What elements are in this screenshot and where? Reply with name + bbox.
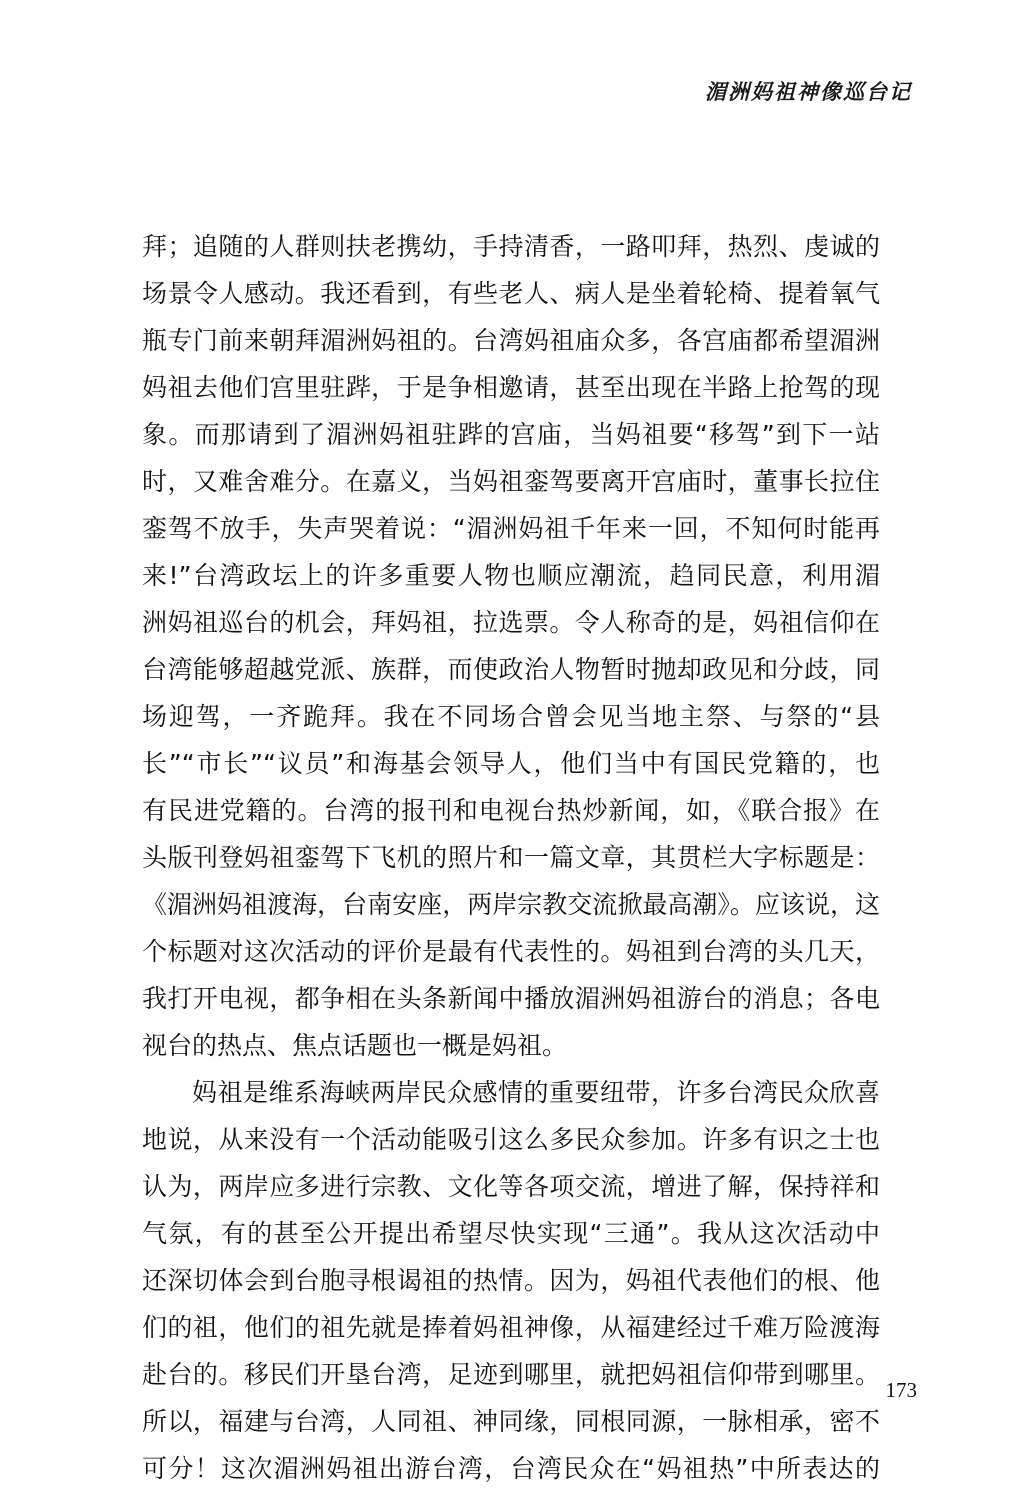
text-line: 场迎驾，一齐跪拜。我在不同场合曾会见当地主祭、与祭的“县 bbox=[142, 702, 880, 731]
text-line: 认为，两岸应多进行宗教、文化等各项交流，增进了解，保持祥和 bbox=[142, 1172, 880, 1201]
text-line: 象。而那请到了湄洲妈祖驻跸的宫庙，当妈祖要“移驾”到下一站 bbox=[142, 420, 880, 449]
paragraph bbox=[142, 1069, 880, 1492]
text-line: 们的祖，他们的祖先就是捧着妈祖神像，从福建经过千难万险渡海 bbox=[142, 1313, 880, 1342]
text-line: 还深切体会到台胞寻根谒祖的热情。因为，妈祖代表他们的根、他 bbox=[142, 1266, 880, 1295]
text-line: 头版刊登妈祖銮驾下飞机的照片和一篇文章，其贯栏大字标题是： bbox=[142, 843, 880, 872]
paragraph bbox=[142, 223, 880, 1069]
text-line: 来!”台湾政坛上的许多重要人物也顺应潮流，趋同民意，利用湄 bbox=[142, 561, 880, 590]
running-header: 湄洲妈祖神像巡台记 bbox=[705, 79, 912, 104]
text-line: 我打开电视，都争相在头条新闻中播放湄洲妈祖游台的消息；各电 bbox=[142, 984, 880, 1013]
text-line: 可分！这次湄洲妈祖出游台湾，台湾民众在“妈祖热”中所表达的 bbox=[142, 1454, 880, 1483]
text-line: 妈祖是维系海峡两岸民众感情的重要纽带，许多台湾民众欣喜 bbox=[192, 1078, 880, 1107]
text-line: 洲妈祖巡台的机会，拜妈祖，拉选票。令人称奇的是，妈祖信仰在 bbox=[142, 608, 880, 637]
text-line: 场景令人感动。我还看到，有些老人、病人是坐着轮椅、提着氧气 bbox=[142, 279, 880, 308]
text-line: 有民进党籍的。台湾的报刊和电视台热炒新闻，如，《联合报》在 bbox=[142, 796, 880, 825]
text-line: 所以，福建与台湾，人同祖、神同缘，同根同源，一脉相承，密不 bbox=[142, 1407, 880, 1436]
text-line: 《湄洲妈祖渡海，台南安座，两岸宗教交流掀最高潮》。应该说，这 bbox=[142, 890, 880, 919]
text-line: 台湾能够超越党派、族群，而使政治人物暂时抛却政见和分歧，同 bbox=[142, 655, 880, 684]
text-line: 气氛，有的甚至公开提出希望尽快实现“三通”。我从这次活动中 bbox=[142, 1219, 880, 1248]
text-line: 銮驾不放手，失声哭着说：“湄洲妈祖千年来一回，不知何时能再 bbox=[142, 514, 880, 543]
text-line: 赴台的。移民们开垦台湾，足迹到哪里，就把妈祖信仰带到哪里。 bbox=[142, 1360, 880, 1389]
body-text bbox=[142, 223, 880, 1492]
text-line: 时，又难舍难分。在嘉义，当妈祖銮驾要离开宫庙时，董事长拉住 bbox=[142, 467, 880, 496]
text-line: 地说，从来没有一个活动能吸引这么多民众参加。许多有识之士也 bbox=[142, 1125, 880, 1154]
page-number: 173 bbox=[885, 1378, 917, 1402]
text-line: 拜；追随的人群则扶老携幼，手持清香，一路叩拜，热烈、虔诚的 bbox=[142, 232, 880, 261]
text-line: 妈祖去他们宫里驻跸，于是争相邀请，甚至出现在半路上抢驾的现 bbox=[142, 373, 880, 402]
text-line: 瓶专门前来朝拜湄洲妈祖的。台湾妈祖庙众多，各宫庙都希望湄洲 bbox=[142, 326, 880, 355]
text-line: 长”“市长”“议员”和海基会领导人，他们当中有国民党籍的，也 bbox=[142, 749, 880, 778]
text-line: 视台的热点、焦点话题也一概是妈祖。 bbox=[142, 1031, 568, 1060]
text-line: 个标题对这次活动的评价是最有代表性的。妈祖到台湾的头几天， bbox=[142, 937, 880, 966]
